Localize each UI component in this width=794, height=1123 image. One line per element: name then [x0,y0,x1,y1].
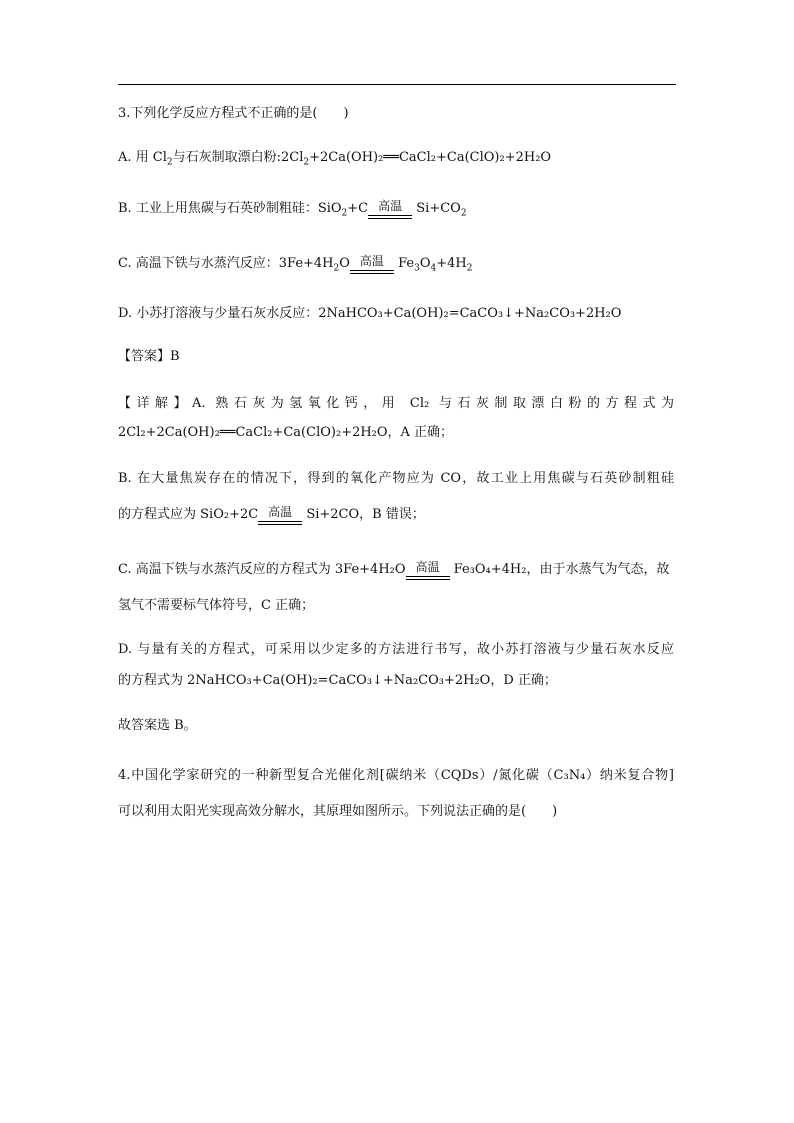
explain-line-1: 【详解】A. 熟石灰为氢氧化钙，用 Cl₂ 与石灰制取漂白粉的方程式为 [118,396,674,411]
explain-line-7: D. 与量有关的方程式，可采用以少定多的方法进行书写，故小苏打溶液与少量石灰水反应 [118,642,674,657]
q3-option-a: A. 用 $Cl_2$与石灰制取漂白粉$:2Cl_2+2Ca(OH)_2══CaCl_2+Ca(ClO)_2+2H_2O$ [118,150,552,168]
q3-option-c: C. 高温下铁与水蒸汽反应：$3Fe+4H_2O$ 高温 $Fe_3O_4+4H_2$ [118,254,473,274]
explain-line-6: 氢气不需要标气体符号，C 正确； [118,598,315,613]
explain-line-2: 2Cl₂+2Ca(OH)₂══CaCl₂+Ca(ClO)₂+2H₂O，A 正确； [118,425,454,440]
reaction-condition: 高温 [350,257,394,269]
reaction-condition: 高温 [406,563,450,575]
reaction-condition: 高温 [368,202,412,214]
explain-line-5: C. 高温下铁与水蒸汽反应的方程式为 3Fe+4H₂O 高温 Fe₃O₄+4H₂，由于水蒸气为气态，故 [118,560,670,577]
q3-stem: 3.下列化学反应方程式不正确的是( ) [118,106,349,121]
q4-stem-line-2: 可以利用太阳光实现高效分解水，其原理如图所示。下列说法正确的是( ) [118,804,558,819]
explain-line-3: B. 在大量焦炭存在的情况下，得到的氧化产物应为 CO，故工业上用焦碳与石英砂制粗硅 [118,471,674,486]
answer: 【答案】B [118,349,180,364]
reaction-condition: 高温 [258,508,302,520]
q3-option-d: D. 小苏打溶液与少量石灰水反应：2NaHCO₃+Ca(OH)₂=CaCO₃↓+Na₂CO₃+2H₂O [118,306,622,321]
explain-line-4: 的方程式应为 SiO₂+2C 高温 Si+2CO，B 错误； [118,505,425,522]
explain-line-8: 的方程式为 2NaHCO₃+Ca(OH)₂=CaCO₃↓+Na₂CO₃+2H₂O，D 正确； [118,673,557,688]
header-rule [118,84,676,85]
q3-option-b: B. 工业上用焦碳与石英砂制粗硅：SiO$_2$+C 高温 $Si+CO_2$ [118,199,467,219]
q4-stem-line-1: 4.中国化学家研究的一种新型复合光催化剂[碳纳米（CQDs）/氮化碳（C₃N₄）纳米复合物] [118,768,674,783]
explain-conclusion: 故答案选 B。 [118,718,197,733]
